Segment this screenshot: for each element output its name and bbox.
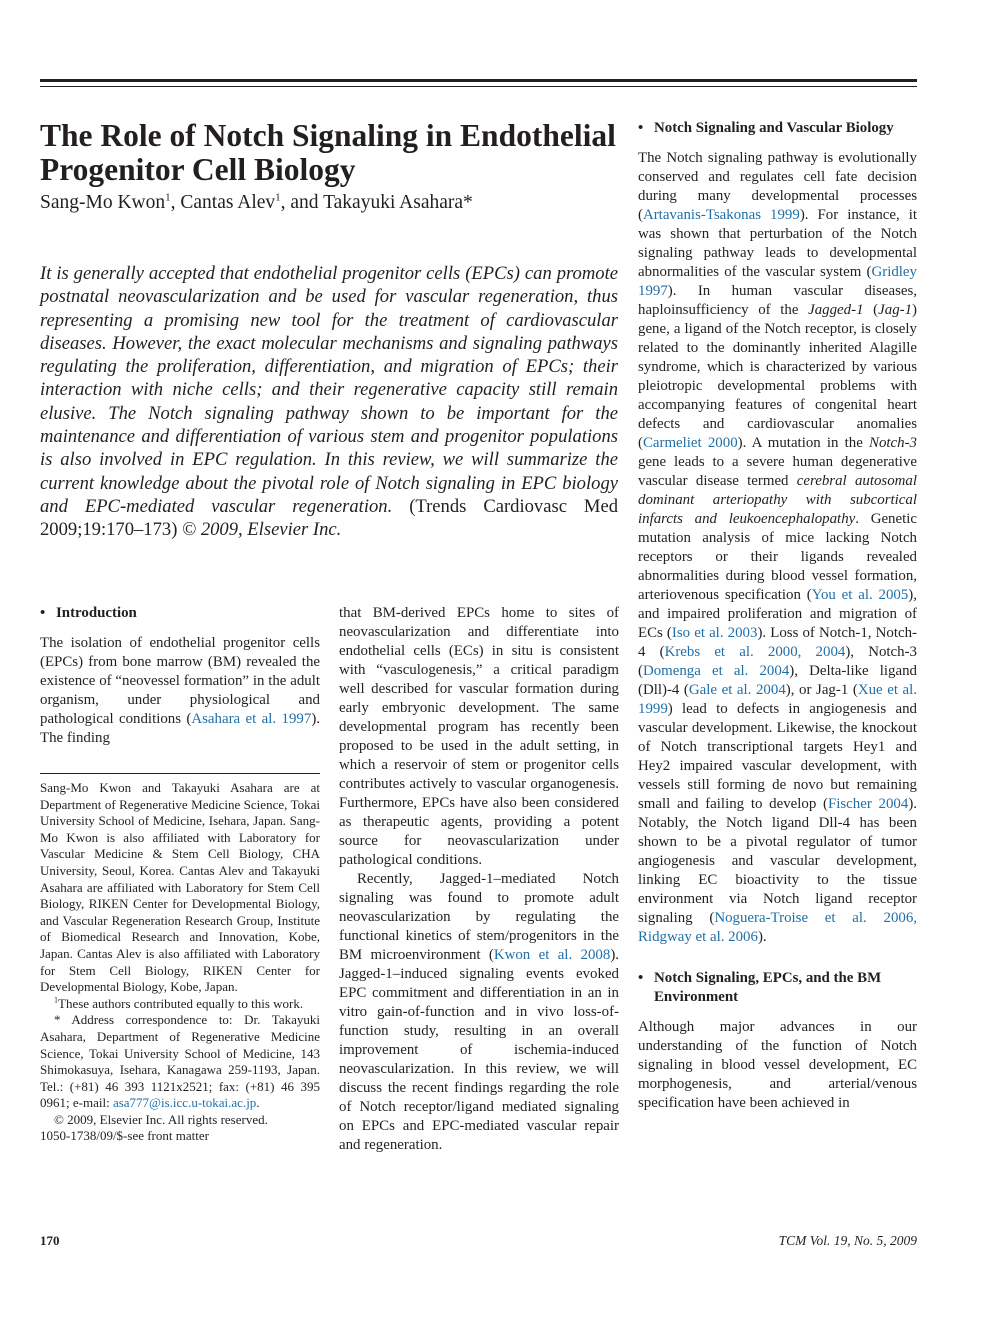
column-right <box>638 119 917 1113</box>
heading-text: Introduction <box>56 605 137 621</box>
section-heading-vascular-biology <box>638 119 917 138</box>
affiliation-footnote <box>40 780 320 1145</box>
citation-link[interactable]: Kwon et al. 2008 <box>493 947 611 963</box>
citation-link[interactable]: Krebs et al. 2000, 2004 <box>664 644 846 660</box>
column-left <box>40 604 320 748</box>
italic-term: Notch-3 <box>869 435 917 451</box>
text-run: ). <box>757 929 767 945</box>
text-run: gene leads to a severe human degenerative vascular disease termed <box>638 454 917 489</box>
text-run: ). A mutation in the <box>737 435 870 451</box>
section-heading-introduction <box>40 604 320 623</box>
text-run: that BM-derived EPCs home to sites of neovascularization and differentiate into endothelial cells (ECs) in situ is consistent with “vasculogenesis,” a critical paradigm well described for vascular formation during early embryonic development. The same developmental program has recently been proposed to be used in the adult setting, in which a reservoir of stem or progenitor cells contributes actively to vascular organogenesis. Furthermore, EPCs have also been considered as therapeutic agents, providing a potent source for neovascularization under pathological conditions. <box>339 605 619 868</box>
author-footnote-mark: 1 <box>165 191 171 204</box>
author-name: Cantas Alev <box>180 192 276 213</box>
text-run: . Genetic mutation analysis of mice lacking Notch receptors or their ligands revealed abnormalities during blood vessel formation, arteriovenous specification ( <box>638 511 917 603</box>
text-run: The Notch signaling pathway is evolutionally conserved and regulates cell fate decision during many developmental processes ( <box>638 150 917 223</box>
text-run: Recently, Jagged-1–mediated Notch signaling was found to promote adult neovascularization by regulating the functional kinetics of stem/progenitors in the BM microenvironment ( <box>339 871 619 963</box>
citation-link[interactable]: Gale et al. 2004 <box>688 682 786 698</box>
abstract-copyright: © 2009, Elsevier Inc. <box>182 519 342 541</box>
citation-link[interactable]: You et al. 2005 <box>811 587 909 603</box>
journal-citation: TCM Vol. 19, No. 5, 2009 <box>778 1233 917 1248</box>
correspondence-note <box>40 1012 320 1112</box>
column-middle <box>339 604 619 1155</box>
vascular-paragraph <box>638 149 917 947</box>
header-rule-thin <box>40 86 917 87</box>
issn-note: 1050-1738/09/$-see front matter <box>40 1128 209 1144</box>
footnote-rule <box>40 773 320 774</box>
text-run: ). Loss of Notch-1, Notch-4 ( <box>638 625 917 660</box>
citation-link[interactable]: Artavanis-Tsakonas 1999 <box>642 207 800 223</box>
author-name: Sang-Mo Kwon <box>40 192 166 213</box>
text-run: ), and impaired proliferation and migration of ECs ( <box>638 587 917 641</box>
text-run: ) gene, a ligand of the Notch receptor, is closely related to the dominantly inherited Alagille syndrome, which is characterized by various pleiotropic developmental problems with accompanying features of congenital heart defects and cardiovascular anomalies ( <box>638 302 918 451</box>
header-rule-thick <box>40 79 917 82</box>
citation-link[interactable]: Asahara et al. 1997 <box>191 711 312 727</box>
citation-link[interactable]: Carmeliet 2000 <box>642 435 738 451</box>
text-run: ), or Jag-1 ( <box>785 682 858 698</box>
page-number: 170 <box>40 1233 60 1248</box>
text-run: ). For instance, it was shown that perturbation of the Notch signaling pathway leads to developmental abnormalities of the vascular system ( <box>638 207 917 280</box>
text-run: ), Notch-3 ( <box>638 644 917 679</box>
text-run: ). Jagged-1–induced signaling events evoked EPC commitment and differentiation in an in vitro gain-of-function and in vivo loss-of-function study, resulting in an overall improvement of ischemia-induced neovascularization. In this review, we will discuss the recent findings regarding the role of Notch receptor/ligand mediated signaling on EPCs and EPC-mediated vascular repair and regeneration. <box>339 947 619 1153</box>
intro-paragraph-2 <box>339 870 619 1155</box>
text-run: Although major advances in our understanding of the function of Notch signaling in blood vessel development, EC morphogenesis, and arterial/venous specification have been achieved in <box>638 1019 917 1111</box>
equal-contribution-note <box>40 996 320 1013</box>
text-run: ) lead to defects in angiogenesis and vascular development. Likewise, the knockout of Notch transcriptional targets Hey1 and Hey2 impaired vascular development, with vessels still forming de novo but remaining small and failing to develop ( <box>638 701 917 812</box>
citation-link[interactable]: Noguera-Troise et al. 2006, Ridgway et al. 2006 <box>638 910 918 945</box>
text-run: ( <box>863 302 879 318</box>
bullet-icon: • <box>40 605 46 621</box>
italic-term: cerebral autosomal dominant arteriopathy with subcortical infarcts and leukoencephalopathy <box>638 473 917 527</box>
heading-text: Notch Signaling and Vascular Biology <box>654 120 894 136</box>
author-footnote-mark: 1 <box>275 191 281 204</box>
text-run: ). Notably, the Notch ligand Dll-4 has been shown to be a pivotal regulator of tumor angiogenesis and vascular development, linking EC bioactivity to the tissue environment via Notch ligand receptor signaling ( <box>638 796 918 926</box>
abstract-citation: (Trends Cardiovasc Med 2009;19:170–173) <box>40 495 618 541</box>
text-run: ), Delta-like ligand (Dll)-4 ( <box>638 663 917 698</box>
equal-contribution-text: These authors contributed equally to this work. <box>58 995 304 1011</box>
author-name: Takayuki Asahara* <box>323 192 473 213</box>
intro-paragraph-1 <box>40 634 320 748</box>
intro-paragraph-1-continued <box>339 604 619 870</box>
correspondence-end: . <box>256 1095 260 1111</box>
article-title: The Role of Notch Signaling in Endothelial Progenitor Cell Biology <box>40 118 616 187</box>
citation-link[interactable]: Gridley 1997 <box>638 264 917 299</box>
text-run: ). In human vascular diseases, haploinsufficiency of the <box>638 283 917 318</box>
correspondence-text: * Address correspondence to: Dr. Takayuki Asahara, Department of Regenerative Medicine Science, Tokai University School of Medicine, 143 Shimokasuya, Isehara, Kanagawa 259-1193, Japan. Tel.: (+81) 46 393 1121x2521; fax: (+81) 46 395 0961; e-mail: <box>40 1012 320 1111</box>
italic-term: Jag-1 <box>878 302 913 318</box>
abstract-text: It is generally accepted that endothelial progenitor cells (EPCs) can promote postnatal neovascularization and be used for vascular regeneration, thus representing a promising new tool for the treatment of cardiovascular diseases. However, the exact molecular mechanisms and signaling pathways regulating the proliferation, differentiation, and migration of EPCs; their interaction with niche cells; and their regenerative capacity still remain elusive. The Notch signaling pathway shown to be important for the maintenance and differentiation of various stem and progenitor populations is also involved in EPC regulation. In this review, we will summarize the current knowledge about the pivotal role of Notch signaling in EPC biology and EPC-mediated vascular regeneration. <box>40 263 618 517</box>
text-run: The isolation of endothelial progenitor cells (EPCs) from bone marrow (BM) revealed the existence of “neovessel formation” in the adult organism, under physiological and pathological conditions ( <box>40 635 320 727</box>
citation-link[interactable]: Xue et al. 1999 <box>638 682 918 717</box>
citation-link[interactable]: Fischer 2004 <box>827 796 909 812</box>
citation-link[interactable]: Domenga et al. 2004 <box>642 663 790 679</box>
bullet-icon: • <box>638 970 644 986</box>
section-heading-bm-environment <box>638 969 917 1007</box>
heading-text: Notch Signaling, EPCs, and the BM Environment <box>654 970 882 1005</box>
affiliation-text: Sang-Mo Kwon and Takayuki Asahara are at Department of Regenerative Medicine Science, Tokai University School of Medicine, Isehara, Japan. Sang-Mo Kwon is also affiliated with Laboratory for Vascular Medicine & Stem Cell Biology, CHA University, Seoul, Korea. Cantas Alev and Takayuki Asahara are affiliated with Laboratory for Stem Cell Biology, RIKEN Center for Developmental Biology, and Vascular Regeneration Research Group, Institute of Biomedical Research and Innovation, Kobe, Japan. Cantas Alev is also affiliated with Laboratory for Stem Cell Biology, RIKEN Center for Developmental Biology, Kobe, Japan. <box>40 780 320 995</box>
italic-term: Jagged-1 <box>808 302 864 318</box>
bullet-icon: • <box>638 120 644 136</box>
abstract <box>40 262 618 542</box>
author-line: Sang-Mo Kwon$^1$, Cantas Alev$^1$, and Takayuki Asahara* <box>40 191 473 213</box>
copyright-note: © 2009, Elsevier Inc. All rights reserved. <box>54 1111 268 1127</box>
footnote-mark: 1 <box>54 995 58 1005</box>
email-link[interactable]: asa777@is.icc.u-tokai.ac.jp <box>112 1095 257 1111</box>
bm-paragraph <box>638 1018 917 1113</box>
text-run: ). The finding <box>40 711 320 746</box>
citation-link[interactable]: Iso et al. 2003 <box>671 625 758 641</box>
